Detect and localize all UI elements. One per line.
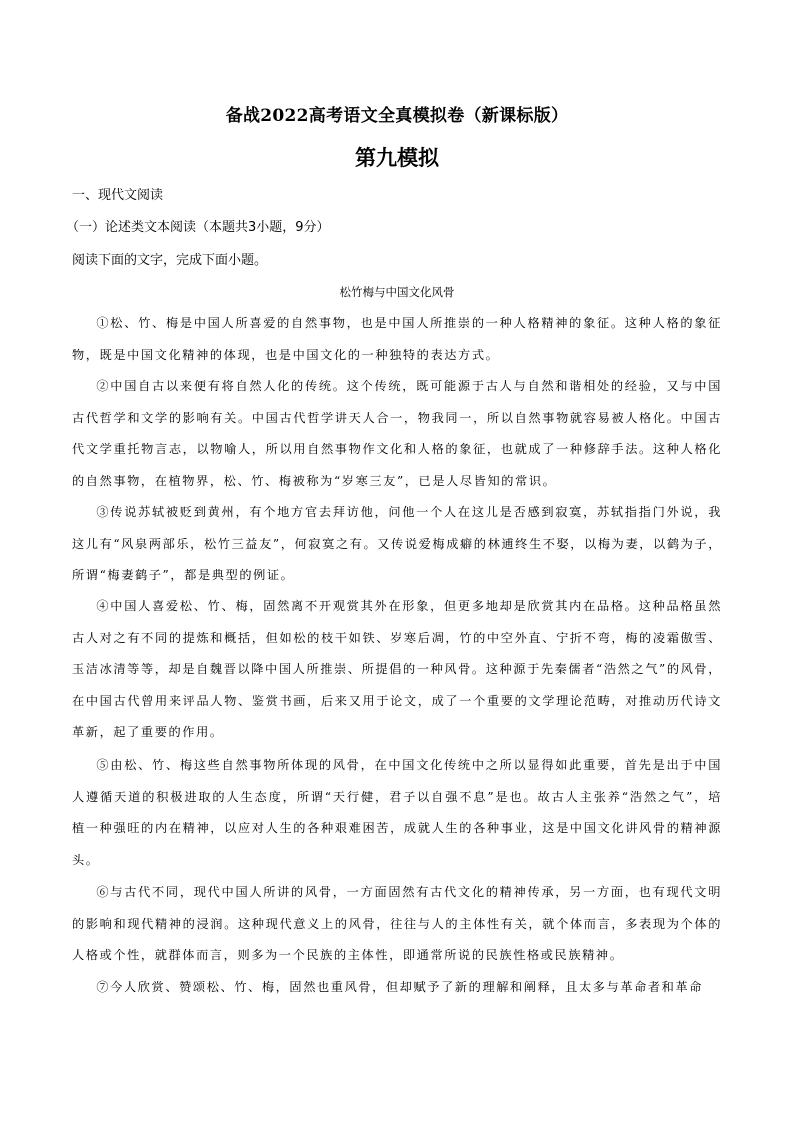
article-paragraph-5: ⑤由松、竹、梅这些自然事物所体现的风骨，在中国文化传统中之所以显得如此重要，首先是出于中国人遵循天道的积极进取的人生态度，所谓“天行健，君子以自强不息”是也。故古人主张养“浩然之气”，培植一种强旺的内在精神，以应对人生的各种艰难困苦，成就人生的各种事业，这是中国文化讲风骨的精神源头。 <box>72 758 722 867</box>
article-paragraph-7: ⑦今人欣赏、赞颂松、竹、梅，固然也重风骨，但却赋予了新的理解和阐释，且太多与革命者和革命 <box>96 980 704 994</box>
article-paragraph-3: ③传说苏轼被贬到黄州，有个地方官去拜访他，问他一个人在这儿是否感到寂寞，苏轼指指门外说，我这儿有“风泉两部乐，松竹三益友”，何寂寞之有。又传说爱梅成癖的林逋终生不娶，以梅为妻，以鹤为子，所谓“梅妻鹤子”，都是典型的例证。 <box>72 505 722 583</box>
article-paragraph-1: ①松、竹、梅是中国人所喜爱的自然事物，也是中国人所推崇的一种人格精神的象征。这种人格的象征物，既是中国文化精神的体现，也是中国文化的一种独特的表达方式。 <box>72 316 722 362</box>
document-title: 备战2022高考语文全真模拟卷（新课标版） <box>225 106 569 126</box>
article-paragraph-6: ⑥与古代不同，现代中国人所讲的风骨，一方面固然有古代文化的精神传承，另一方面，也有现代文明的影响和现代精神的浸润。这种现代意义上的风骨，往往与人的主体性有关，就个体而言，多表现为个体的人格或个性，就群体而言，则多为一个民族的主体性，即通常所说的民族性格或民族精神。 <box>72 885 722 963</box>
section-heading-modern-reading: 一、现代文阅读 <box>72 188 164 203</box>
document-subtitle: 第九模拟 <box>355 145 439 170</box>
document-page <box>66 0 722 1123</box>
article-title: 松竹梅与中国文化风骨 <box>339 285 455 299</box>
article-paragraph-4: ④中国人喜爱松、竹、梅，固然离不开观赏其外在形象，但更多地却是欣赏其内在品格。这种品格虽然古人对之有不同的提炼和概括，但如松的枝干如铁、岁寒后凋，竹的中空外直、宁折不弯，梅的凌霜傲雪、玉洁冰清等等，却是自魏晋以降中国人所推崇、所提倡的一种风骨。这种源于先秦儒者“浩然之气”的风骨，在中国古代曾用来评品人物、鉴赏书画，后来又用于论文，成了一个重要的文学理论范畴，对推动历代诗文革新，起了重要的作用。 <box>72 599 722 740</box>
reading-instruction: 阅读下面的文字，完成下面小题。 <box>72 253 268 268</box>
section-subheading-argumentative: （一）论述类文本阅读（本题共3小题，9分） <box>66 220 330 235</box>
article-paragraph-2: ②中国自古以来便有将自然人化的传统。这个传统，既可能源于古人与自然和谐相处的经验，又与中国古代哲学和文学的影响有关。中国古代哲学讲天人合一，物我同一，所以自然事物就容易被人格化。中国古代文学重托物言志，以物喻人，所以用自然事物作文化和人格的象征，也就成了一种修辞手法。这种人格化的自然事物，在植物界，松、竹、梅被称为“岁寒三友”，已是人尽皆知的常识。 <box>72 379 722 488</box>
